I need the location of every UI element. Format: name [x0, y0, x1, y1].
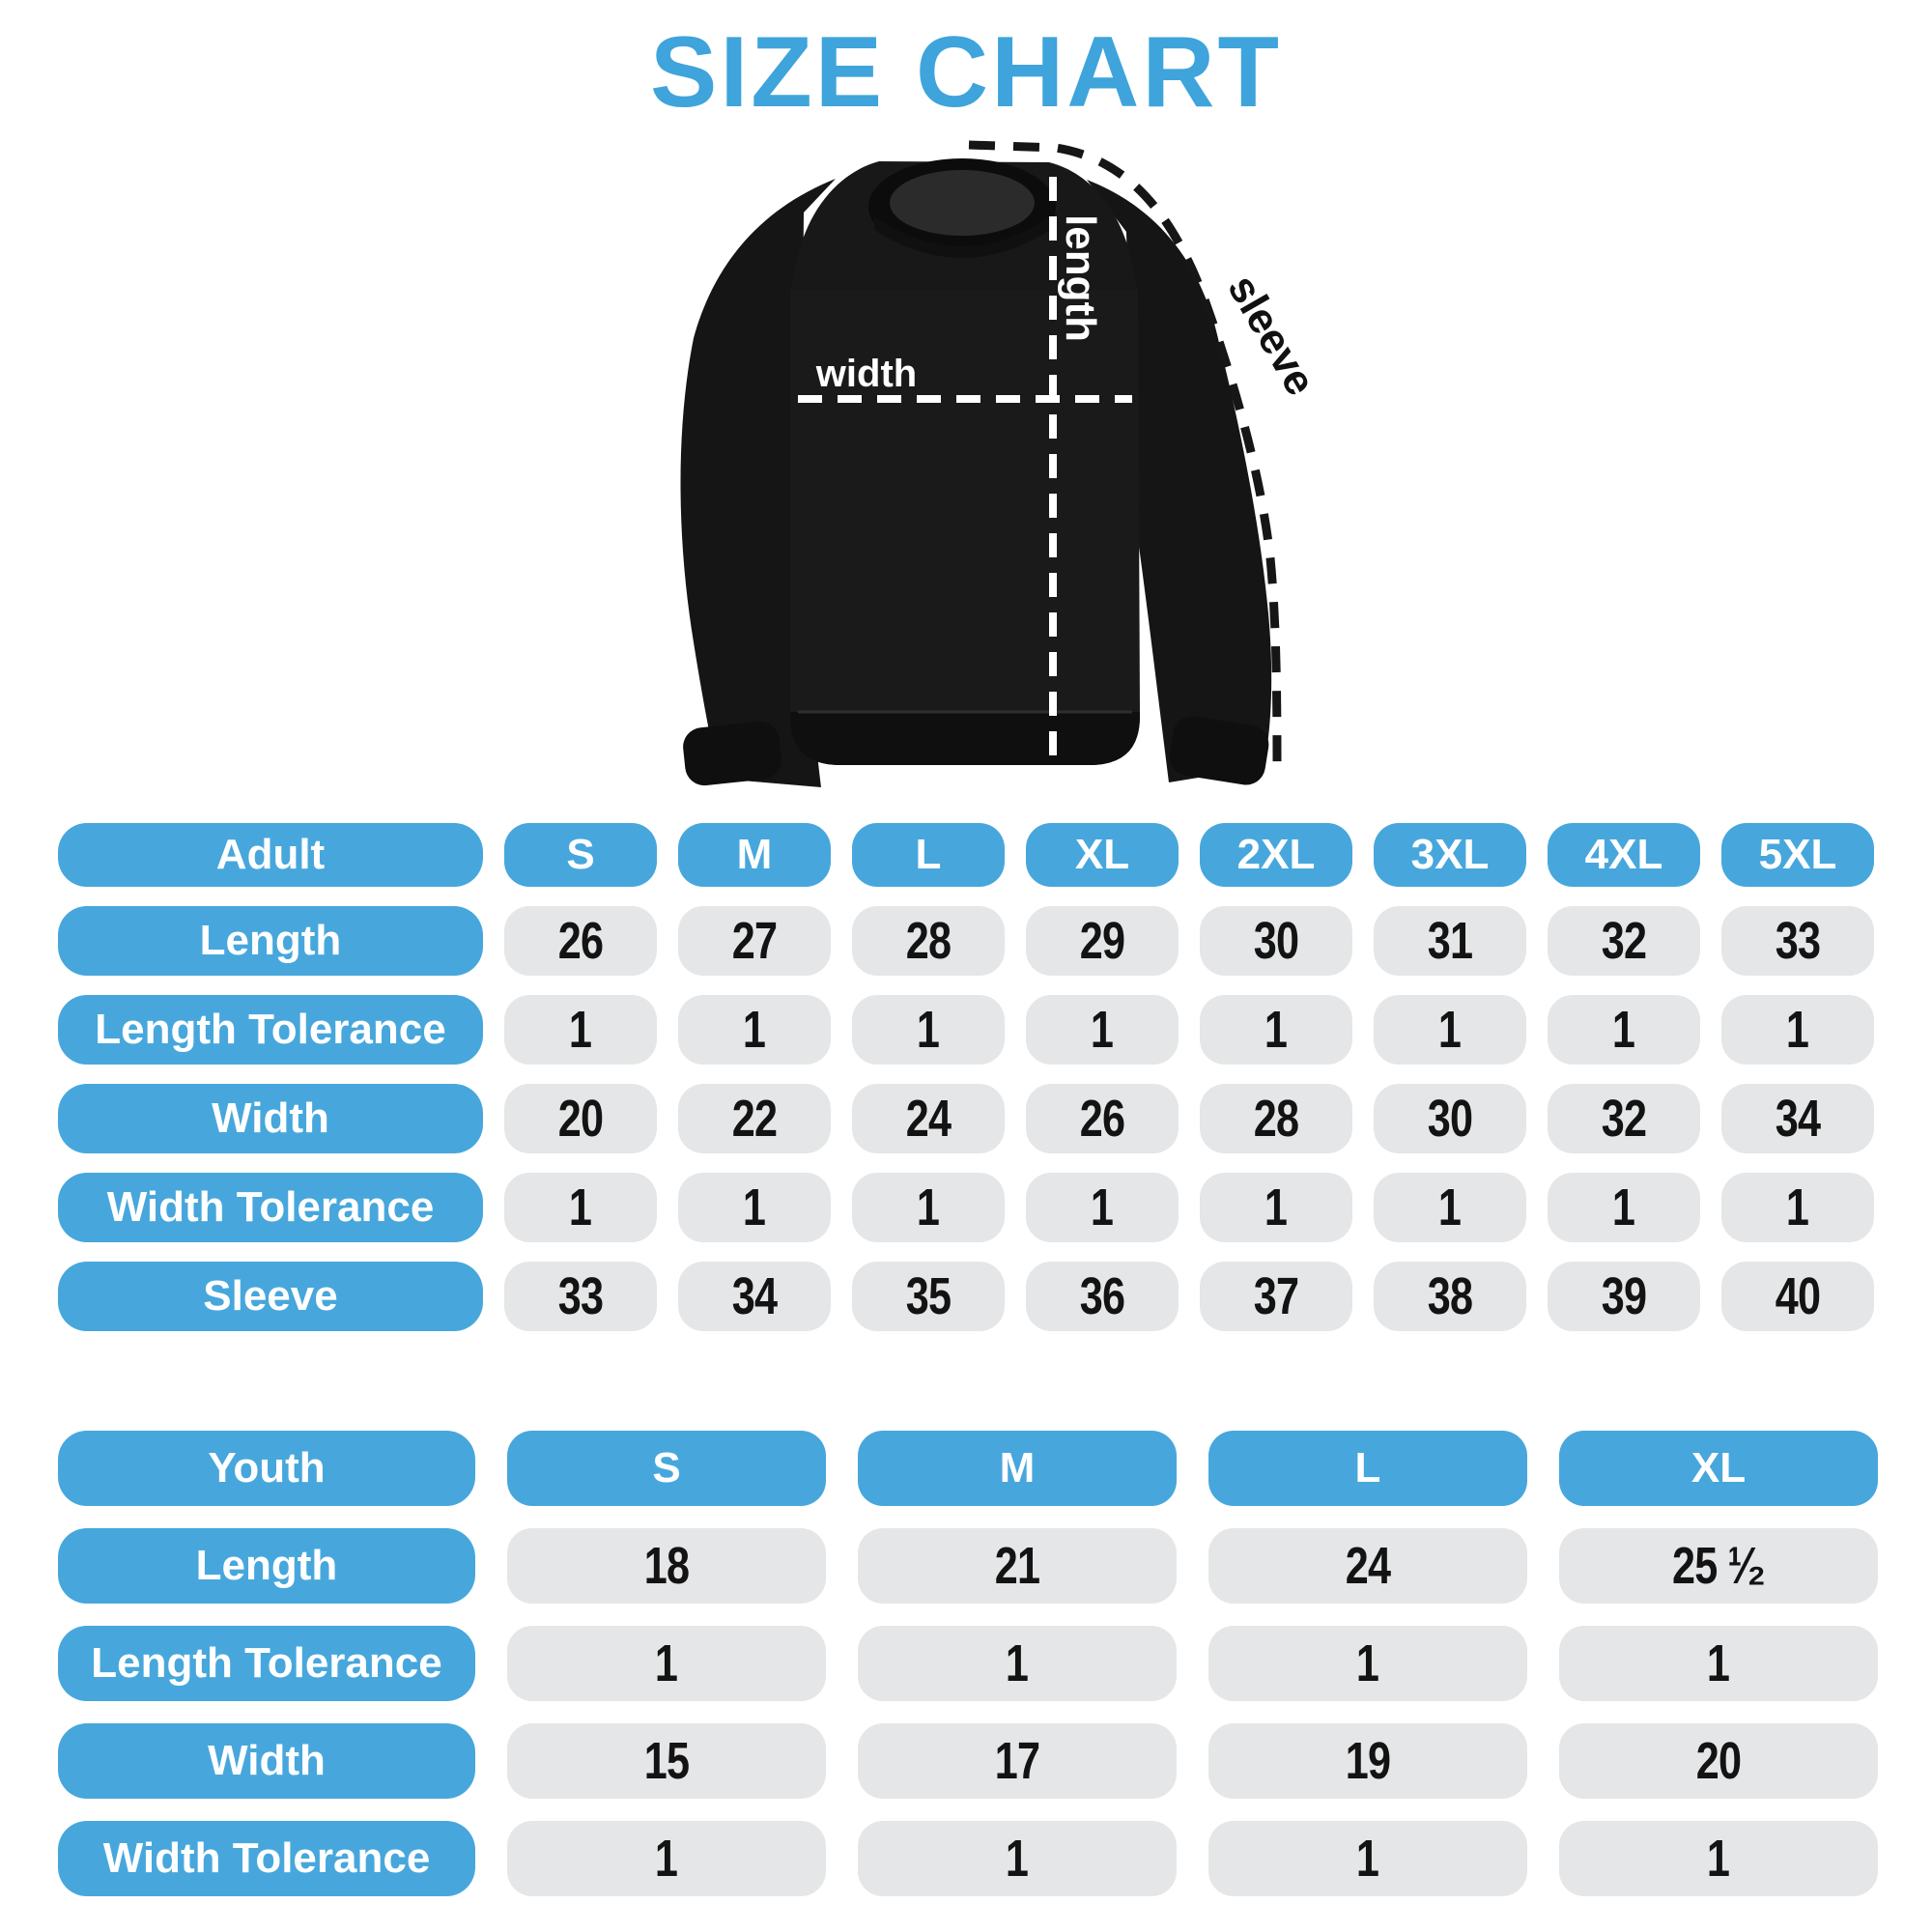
- value-text: 1: [743, 1001, 766, 1059]
- value-text: 26: [1079, 1090, 1125, 1148]
- value-text: 1: [1006, 1830, 1029, 1888]
- value-text: 1: [1438, 1179, 1462, 1236]
- youth-table-row-label-width-tolerance: Width Tolerance: [58, 1821, 475, 1896]
- adult-table-width-tolerance-value-xl: [1026, 1173, 1179, 1242]
- adult-table-sleeve-value-4xl: [1548, 1262, 1700, 1331]
- collar-inner: [890, 170, 1035, 236]
- youth-table-width-value-s: [507, 1723, 826, 1799]
- value-text: 1: [1356, 1634, 1379, 1692]
- adult-table-length-value-m: [678, 906, 831, 976]
- adult-table-size-header-2xl: 2XL: [1200, 823, 1352, 887]
- value-text: 20: [1695, 1732, 1742, 1790]
- adult-table-length-value-3xl: [1374, 906, 1526, 976]
- adult-table-length-value-5xl: [1721, 906, 1874, 976]
- value-text: 1: [743, 1179, 766, 1236]
- adult-table-width-value-5xl: [1721, 1084, 1874, 1153]
- adult-table-length-value-s: [504, 906, 657, 976]
- value-text: 32: [1601, 912, 1647, 970]
- adult-table-row-label-sleeve: Sleeve: [58, 1262, 483, 1331]
- sleeve-label: sleeve: [1218, 267, 1325, 404]
- adult-table-width-tolerance-value-m: [678, 1173, 831, 1242]
- adult-table-width-value-s: [504, 1084, 657, 1153]
- value-text: 27: [731, 912, 778, 970]
- youth-table-size-header-xl: XL: [1559, 1431, 1878, 1506]
- value-text: 39: [1601, 1267, 1647, 1325]
- value-text: 1: [917, 1179, 940, 1236]
- youth-table-length-tolerance-value-xl: [1559, 1626, 1878, 1701]
- value-text: 33: [557, 1267, 604, 1325]
- youth-table-length-value-l: [1208, 1528, 1527, 1604]
- value-text: 40: [1775, 1267, 1821, 1325]
- value-text: 24: [1345, 1537, 1391, 1595]
- youth-table-row-label-length-tolerance: Length Tolerance: [58, 1626, 475, 1701]
- adult-table-width-value-xl: [1026, 1084, 1179, 1153]
- adult-table-size-header-s: S: [504, 823, 657, 887]
- youth-table-row-label-width: Width: [58, 1723, 475, 1799]
- adult-table-size-header-4xl: 4XL: [1548, 823, 1700, 887]
- value-text: 21: [994, 1537, 1040, 1595]
- adult-table-size-header-3xl: 3XL: [1374, 823, 1526, 887]
- value-text: 1: [1356, 1830, 1379, 1888]
- adult-size-table: [58, 823, 1874, 1331]
- adult-table-row-label-width: Width: [58, 1084, 483, 1153]
- adult-table-row-label-width-tolerance: Width Tolerance: [58, 1173, 483, 1242]
- adult-table-size-header-l: L: [852, 823, 1005, 887]
- adult-table-width-tolerance-value-3xl: [1374, 1173, 1526, 1242]
- adult-table-row-label-length: Length: [58, 906, 483, 976]
- value-text: 1: [1264, 1001, 1288, 1059]
- adult-table-width-value-3xl: [1374, 1084, 1526, 1153]
- length-label: length: [1057, 214, 1104, 342]
- adult-table-length-value-xl: [1026, 906, 1179, 976]
- youth-table-size-header-m: M: [858, 1431, 1177, 1506]
- value-text: 37: [1253, 1267, 1299, 1325]
- value-text: 30: [1427, 1090, 1473, 1148]
- value-text: 1: [1438, 1001, 1462, 1059]
- youth-table-row-label-length: Length: [58, 1528, 475, 1604]
- adult-table-length-tolerance-value-4xl: [1548, 995, 1700, 1065]
- adult-table-sleeve-value-m: [678, 1262, 831, 1331]
- value-text: 22: [731, 1090, 778, 1148]
- value-text: 29: [1079, 912, 1125, 970]
- value-text: 25 ¹⁄₂: [1671, 1537, 1766, 1595]
- adult-table-width-value-m: [678, 1084, 831, 1153]
- value-text: 20: [557, 1090, 604, 1148]
- adult-table-sleeve-value-xl: [1026, 1262, 1179, 1331]
- value-text: 17: [994, 1732, 1040, 1790]
- adult-table-length-tolerance-value-2xl: [1200, 995, 1352, 1065]
- value-text: 38: [1427, 1267, 1473, 1325]
- adult-table-length-tolerance-value-m: [678, 995, 831, 1065]
- youth-table-width-value-xl: [1559, 1723, 1878, 1799]
- adult-table-width-tolerance-value-2xl: [1200, 1173, 1352, 1242]
- value-text: 15: [643, 1732, 690, 1790]
- value-text: 1: [655, 1634, 678, 1692]
- value-text: 1: [1091, 1179, 1114, 1236]
- value-text: 1: [569, 1179, 592, 1236]
- value-text: 19: [1345, 1732, 1391, 1790]
- value-text: 1: [1707, 1830, 1730, 1888]
- value-text: 28: [1253, 1090, 1299, 1148]
- value-text: 18: [643, 1537, 690, 1595]
- hem-band-shape: [790, 712, 1140, 765]
- left-cuff-shape: [681, 720, 783, 787]
- value-text: 34: [731, 1267, 778, 1325]
- adult-table-width-value-l: [852, 1084, 1005, 1153]
- youth-table-header-label: Youth: [58, 1431, 475, 1506]
- value-text: 1: [569, 1001, 592, 1059]
- value-text: 32: [1601, 1090, 1647, 1148]
- youth-table-length-value-xl: [1559, 1528, 1878, 1604]
- value-text: 1: [1612, 1001, 1635, 1059]
- youth-table-width-value-m: [858, 1723, 1177, 1799]
- value-text: 28: [905, 912, 952, 970]
- adult-table-length-tolerance-value-xl: [1026, 995, 1179, 1065]
- adult-table-sleeve-value-3xl: [1374, 1262, 1526, 1331]
- adult-table-row-label-length-tolerance: Length Tolerance: [58, 995, 483, 1065]
- value-text: 24: [905, 1090, 952, 1148]
- adult-table-length-value-2xl: [1200, 906, 1352, 976]
- youth-table-width-tolerance-value-l: [1208, 1821, 1527, 1896]
- adult-table-width-tolerance-value-4xl: [1548, 1173, 1700, 1242]
- value-text: 1: [1091, 1001, 1114, 1059]
- youth-table-length-tolerance-value-s: [507, 1626, 826, 1701]
- adult-table-width-value-2xl: [1200, 1084, 1352, 1153]
- adult-table-length-tolerance-value-5xl: [1721, 995, 1874, 1065]
- youth-size-table: [58, 1431, 1878, 1896]
- value-text: 1: [1612, 1179, 1635, 1236]
- value-text: 33: [1775, 912, 1821, 970]
- youth-table-length-value-s: [507, 1528, 826, 1604]
- youth-table-width-tolerance-value-m: [858, 1821, 1177, 1896]
- adult-table-size-header-5xl: 5XL: [1721, 823, 1874, 887]
- adult-table-width-tolerance-value-5xl: [1721, 1173, 1874, 1242]
- adult-table-width-tolerance-value-s: [504, 1173, 657, 1242]
- youth-table-size-header-s: S: [507, 1431, 826, 1506]
- adult-table-length-tolerance-value-l: [852, 995, 1005, 1065]
- adult-table-length-tolerance-value-s: [504, 995, 657, 1065]
- adult-table-sleeve-value-2xl: [1200, 1262, 1352, 1331]
- value-text: 35: [905, 1267, 952, 1325]
- adult-table-sleeve-value-5xl: [1721, 1262, 1874, 1331]
- value-text: 30: [1253, 912, 1299, 970]
- value-text: 1: [1006, 1634, 1029, 1692]
- youth-table-length-tolerance-value-l: [1208, 1626, 1527, 1701]
- sweatshirt-diagram: [580, 97, 1410, 811]
- page-title: SIZE CHART: [650, 16, 1282, 128]
- youth-table-width-tolerance-value-s: [507, 1821, 826, 1896]
- adult-table-size-header-xl: XL: [1026, 823, 1179, 887]
- adult-table-length-tolerance-value-3xl: [1374, 995, 1526, 1065]
- youth-table-width-tolerance-value-xl: [1559, 1821, 1878, 1896]
- youth-table-length-tolerance-value-m: [858, 1626, 1177, 1701]
- value-text: 1: [1786, 1179, 1809, 1236]
- value-text: 34: [1775, 1090, 1821, 1148]
- value-text: 1: [655, 1830, 678, 1888]
- value-text: 1: [1264, 1179, 1288, 1236]
- adult-table-sleeve-value-s: [504, 1262, 657, 1331]
- adult-table-header-label: Adult: [58, 823, 483, 887]
- adult-table-size-header-m: M: [678, 823, 831, 887]
- width-label: width: [815, 353, 918, 395]
- value-text: 1: [1707, 1634, 1730, 1692]
- value-text: 1: [1786, 1001, 1809, 1059]
- adult-table-width-tolerance-value-l: [852, 1173, 1005, 1242]
- youth-table-size-header-l: L: [1208, 1431, 1527, 1506]
- youth-table-length-value-m: [858, 1528, 1177, 1604]
- adult-table-sleeve-value-l: [852, 1262, 1005, 1331]
- value-text: 36: [1079, 1267, 1125, 1325]
- value-text: 1: [917, 1001, 940, 1059]
- youth-table-width-value-l: [1208, 1723, 1527, 1799]
- adult-table-length-value-l: [852, 906, 1005, 976]
- value-text: 26: [557, 912, 604, 970]
- adult-table-width-value-4xl: [1548, 1084, 1700, 1153]
- adult-table-length-value-4xl: [1548, 906, 1700, 976]
- value-text: 31: [1427, 912, 1473, 970]
